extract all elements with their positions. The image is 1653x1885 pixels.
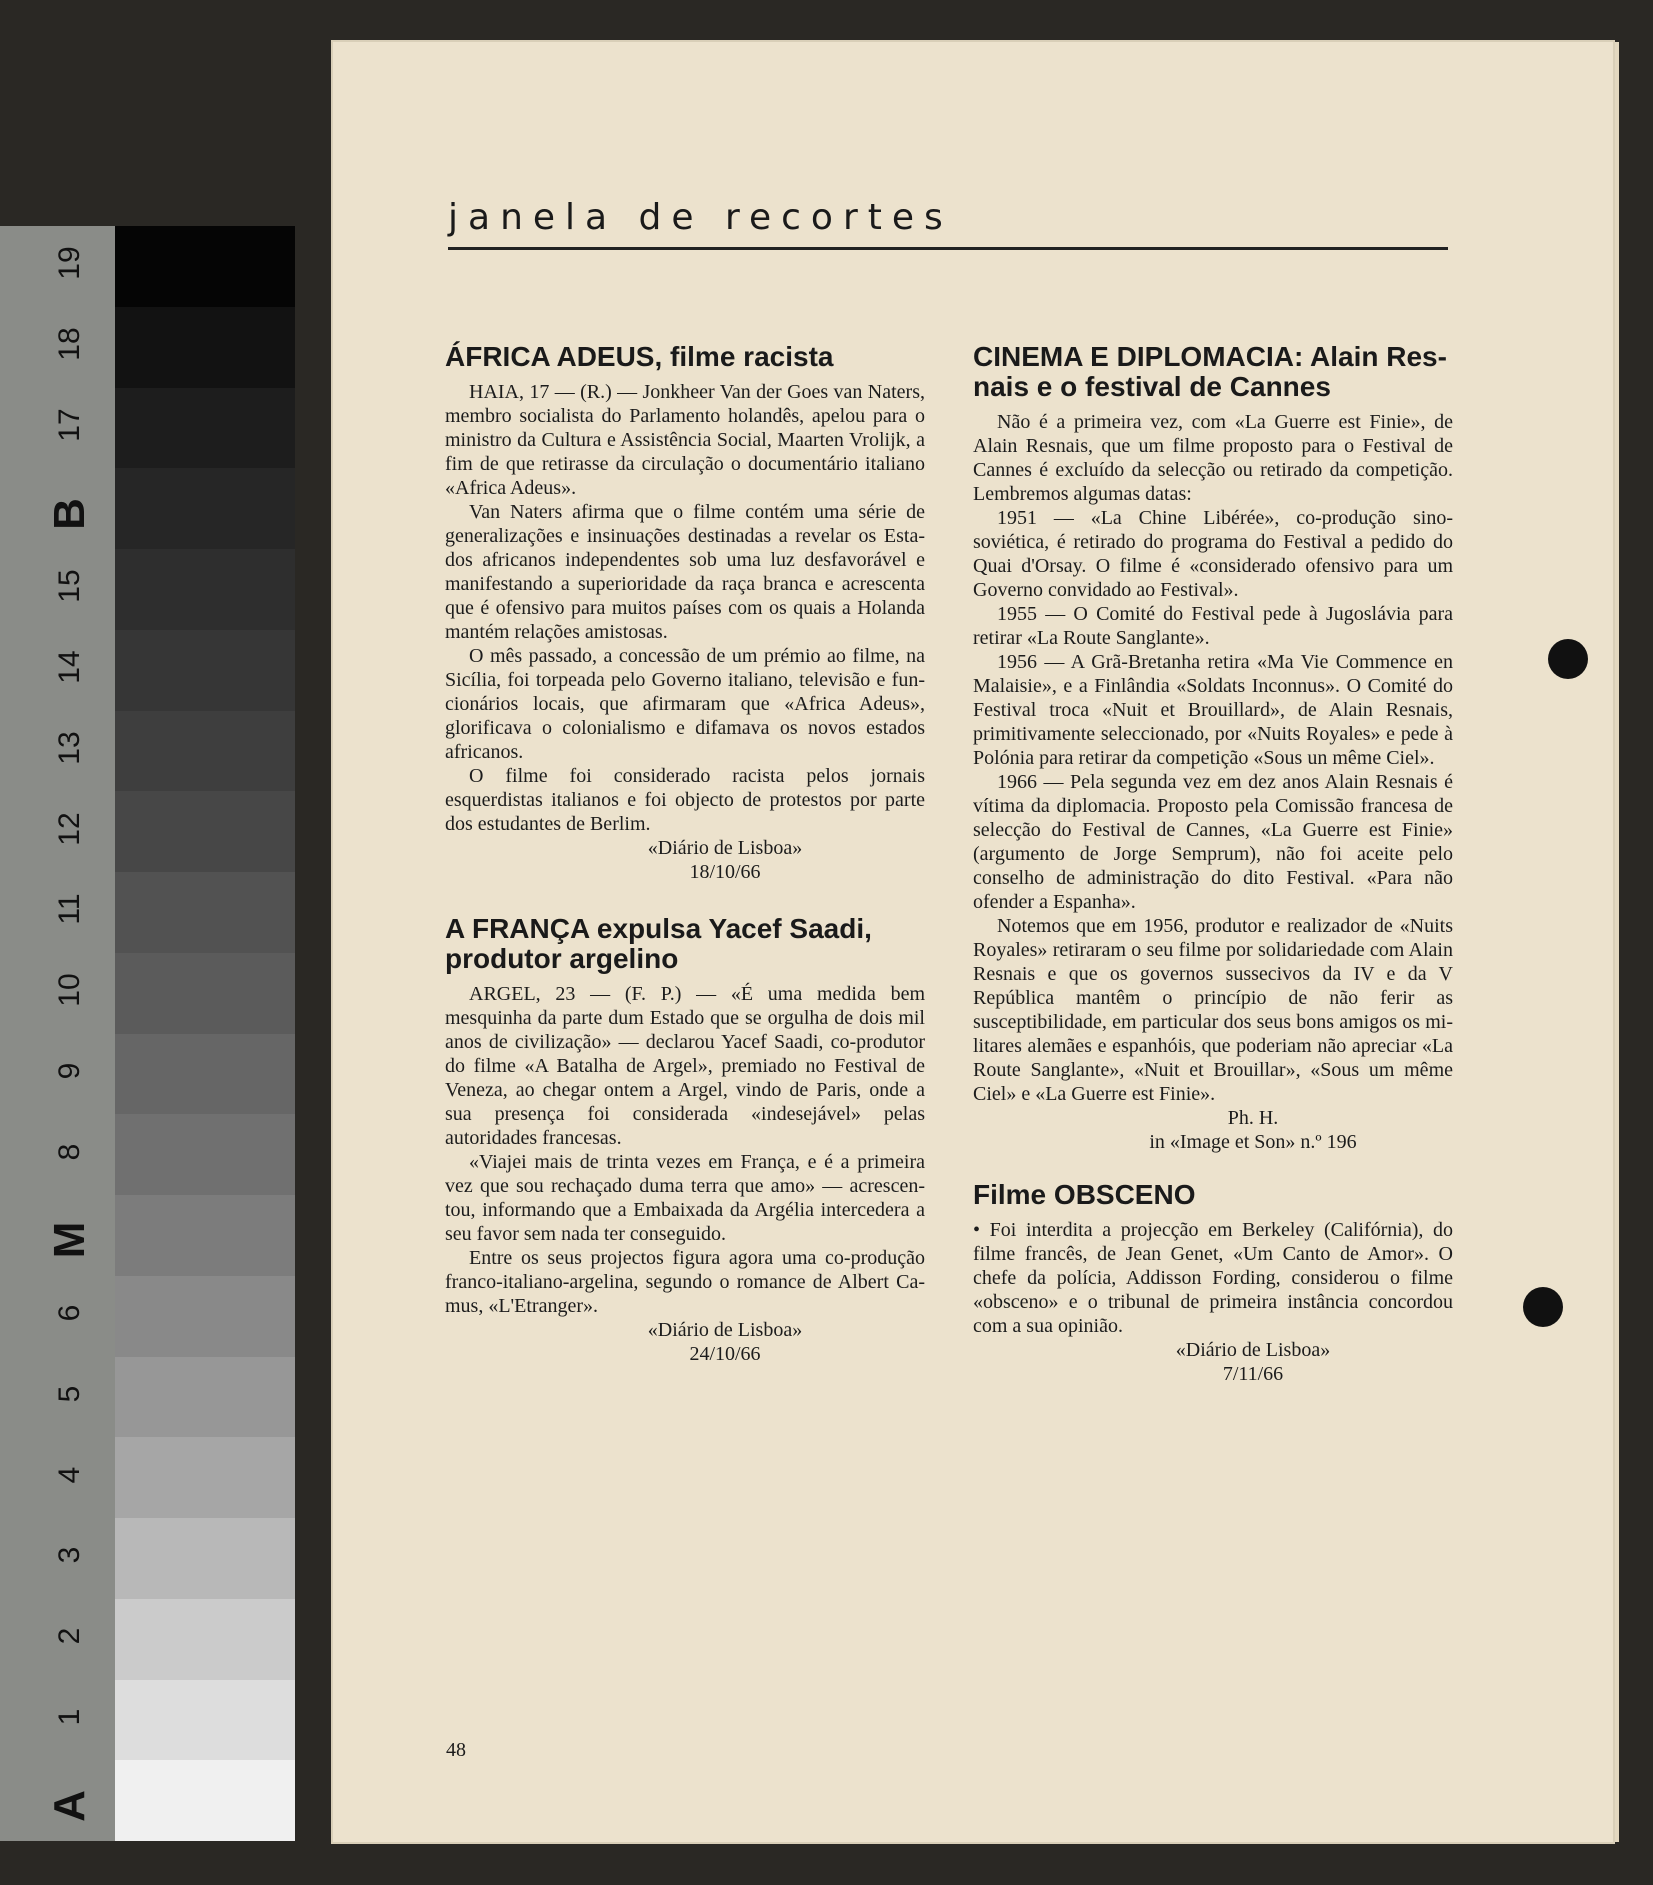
ruler-label: 13 bbox=[53, 731, 86, 765]
article-paragraph: 1951 — «La Chine Libérée», co-produção sino-soviética, é retirado do programa do Festival a pedido do Quai d'Orsay. O filme é «considerado ofensivo para um Governo convidado ao Festival». bbox=[973, 507, 1453, 601]
article-title: Filme OBSCENO bbox=[973, 1179, 1196, 1210]
article-paragraph: Não é a primeira vez, com «La Guerre est Finie», de Alain Resnais, que um filme proposto para o Festival de Cannes é excluído da selecção ou retirado da competição. Lembremos algumas datas: bbox=[973, 411, 1453, 505]
ruler-label: A bbox=[45, 1789, 94, 1822]
article-title: ÁFRICA ADEUS, filme racista bbox=[445, 341, 834, 372]
article-source: «Diário de Lisboa» bbox=[1175, 1339, 1331, 1361]
gray-patch bbox=[115, 307, 295, 388]
ruler-label: 8 bbox=[53, 1143, 86, 1160]
article-paragraph: • Foi interdita a projecção em Berkeley (Califórnia), do filme francês, de Jean Genet, «Um Canto de Amor». O chefe da polícia, Addisson Fording, considerou o filme «obsceno» e o tribunal de primeira instância concordou com a sua opinião. bbox=[973, 1219, 1453, 1337]
ruler-label: 2 bbox=[53, 1627, 86, 1645]
gray-patch bbox=[115, 1760, 295, 1841]
article-date: 24/10/66 bbox=[689, 1343, 761, 1365]
ruler-labels bbox=[0, 226, 115, 1841]
ruler-label: 19 bbox=[53, 246, 86, 281]
article-paragraph: HAIA, 17 — (R.) — Jonkheer Van der Goes van Naters, membro socialista do Parlamento holandês, apelou para o ministro da Cultura e Assistência Social, Maarten Vrolijk, a fim de que retirasse da circulação o documentário italiano «Africa Adeus». bbox=[445, 381, 925, 499]
gray-patch bbox=[115, 226, 295, 307]
gray-patch bbox=[115, 1114, 295, 1195]
article-date: 18/10/66 bbox=[689, 861, 761, 883]
ruler-label: 1 bbox=[53, 1708, 86, 1726]
gray-patch bbox=[115, 1357, 295, 1438]
article-paragraph: O mês passado, a concessão de um prémio ao filme, na Sicília, foi torpeada pelo Governo italiano, televisão e funcionários locais, que afirmaram que «Africa Adeus», glorificava o colonialismo e difamava os novos estados africanos. bbox=[445, 645, 925, 763]
page-number: 48 bbox=[446, 1739, 466, 1761]
gray-patch bbox=[115, 1599, 295, 1680]
article-paragraph: O filme foi considerado racista pelos jornais esquerdistas italianos e foi objecto de protestos por parte dos estudantes de Berlim. bbox=[445, 765, 925, 835]
article-source: «Diário de Lisboa» bbox=[647, 1319, 803, 1341]
ruler-label: 14 bbox=[53, 650, 86, 684]
article-title: A FRANÇA expulsa Yacef Saadi, produtor argelino bbox=[445, 913, 872, 974]
punch-hole bbox=[1523, 1287, 1563, 1327]
gray-patch bbox=[115, 711, 295, 792]
ruler-label: 5 bbox=[53, 1385, 86, 1403]
gray-patch bbox=[115, 388, 295, 469]
article-paragraph: ARGEL, 23 — (F. P.) — «É uma medida bem mesquinha da parte dum Estado que se orgulha de dois mil anos de civilização» — declarou Yacef Saadi, co-produtor do filme «A Batalha de Argel», premiado no Festival de Veneza, ao chegar ontem a Argel, vindo de Paris, onde a sua presença foi considerada «indesejável» pelas autoridades francesas. bbox=[445, 983, 925, 1149]
ruler-label: 6 bbox=[53, 1304, 86, 1322]
gray-patch bbox=[115, 1276, 295, 1357]
article-paragraph: Van Naters afirma que o filme contém uma série de generalizações e insinuações destinadas a revelar os Estados africanos independentes sob uma luz desfavorável e manifestando a superioridade da raça branca e acrescenta que é ofensivo para muitos países com os quais a Holanda mantém relações amistosas. bbox=[445, 501, 925, 643]
article-paragraph: Entre os seus projectos figura agora uma co-produção franco-italiano-argelina, segundo o romance de Albert Camus, «L'Etranger». bbox=[445, 1247, 925, 1317]
header-rule bbox=[448, 247, 1448, 250]
gray-patch bbox=[115, 953, 295, 1034]
gray-patch bbox=[115, 1034, 295, 1115]
article-paragraph: «Viajei mais de trinta vezes em França, e é a primeira vez que sou rechaçado duma terra que amo» — acrescentou, informando que a Embaixada da Argélia intercedera a seu favor sem nada ter conseguido. bbox=[445, 1151, 925, 1245]
article-paragraph: 1966 — Pela segunda vez em dez anos Alain Resnais é vítima da diplomacia. Proposto pela Comissão francesa de selecção do Festival de Cannes, «La Guerre est Finie» (argumento de Jorge Semprum), não foi aceite pelo conselho de administração do dito Festival. «Para não ofender a Espanha». bbox=[973, 771, 1453, 913]
gray-patch bbox=[115, 791, 295, 872]
gray-patch bbox=[115, 1680, 295, 1761]
article-title: CINEMA E DIPLOMACIA: Alain Resnais e o festival de Cannes bbox=[973, 341, 1447, 402]
article-date: 7/11/66 bbox=[1222, 1363, 1284, 1385]
color-reference-strip bbox=[0, 226, 295, 1841]
ruler-label: M bbox=[45, 1222, 94, 1259]
ruler-label: 17 bbox=[53, 408, 86, 442]
ruler-label: 10 bbox=[53, 973, 86, 1007]
article-signature: Ph. H. bbox=[1227, 1107, 1279, 1129]
ruler-label: 15 bbox=[53, 569, 86, 604]
ruler-label: 12 bbox=[53, 811, 86, 846]
ruler-label: 9 bbox=[53, 1062, 86, 1080]
grayscale-patches bbox=[115, 226, 295, 1841]
article-paragraph: 1955 — O Comité do Festival pede à Jugoslávia para retirar «La Route Sanglante». bbox=[973, 603, 1453, 649]
punch-hole bbox=[1548, 639, 1588, 679]
article-paragraph: 1956 — A Grã-Bretanha retira «Ma Vie Commence en Malaisie», e a Finlândia «Soldats Inconnus». O Comité do Festival troca «Nuit et Brouillard», de Alain Resnais, primitivamente seleccionado, por «Nuits Royales» e pede à Polónia para retirar da competição «Sous un même Ciel». bbox=[973, 651, 1453, 769]
ruler-label: 11 bbox=[53, 893, 86, 925]
gray-patch bbox=[115, 1437, 295, 1518]
section-title: janela de recortes bbox=[448, 197, 953, 238]
left-column bbox=[445, 342, 925, 1366]
right-column bbox=[973, 342, 1453, 1386]
gray-patch bbox=[115, 630, 295, 711]
gray-patch bbox=[115, 1518, 295, 1599]
gray-patch bbox=[115, 468, 295, 549]
ruler-label: 18 bbox=[53, 327, 86, 361]
ruler-label: 4 bbox=[53, 1466, 86, 1483]
gray-patch bbox=[115, 1195, 295, 1276]
article-paragraph: Notemos que em 1956, produtor e realizador de «Nuits Royales» retiraram o seu filme por solidariedade com Alain Resnais e que os governos sussecivos da IV e da V República mantêm o princípio de não ferir as susceptibilidade, em particular dos seus bons amigos os militares alemães e espanhóis, que poderiam não apreciar «La Route Sanglante», «Nuit et Brouillar», «Sous um même Ciel» e «La Guerre est Finie». bbox=[973, 915, 1453, 1105]
article-source: «Diário de Lisboa» bbox=[647, 837, 803, 859]
gray-patch bbox=[115, 872, 295, 953]
ruler-label: B bbox=[45, 497, 94, 530]
magazine-page bbox=[333, 42, 1613, 1842]
ruler-label: 3 bbox=[53, 1547, 86, 1564]
gray-patch bbox=[115, 549, 295, 630]
article-source: in «Image et Son» n.º 196 bbox=[1149, 1131, 1357, 1153]
